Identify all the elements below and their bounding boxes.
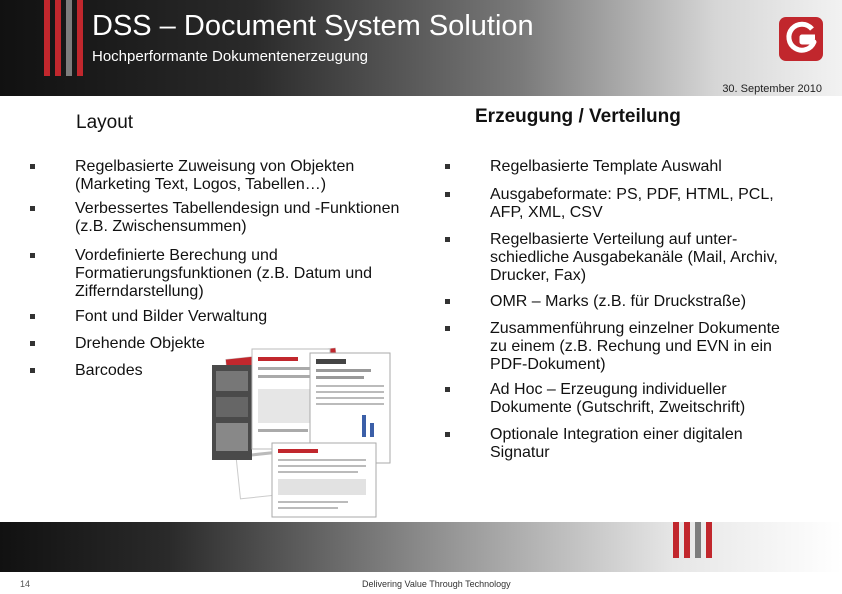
- bullet-icon: [30, 253, 35, 258]
- bullet-icon: [30, 164, 35, 169]
- header-accent-bar: [77, 0, 83, 76]
- list-item: Regelbasierte Zuweisung von Objekten (Marketing Text, Logos, Tabellen…): [30, 158, 410, 200]
- bullet-icon: [30, 368, 35, 373]
- list-item: Verbessertes Tabellendesign und -Funktionen (z.B. Zwischensummen): [30, 200, 410, 247]
- footer-accent-bar: [684, 522, 690, 558]
- bullet-icon: [30, 206, 35, 211]
- list-item: Regelbasierte Verteilung auf unter-schiedliche Ausgabekanäle (Mail, Archiv, Drucker, Fax): [445, 231, 790, 293]
- page-title: DSS – Document System Solution: [92, 10, 534, 42]
- distribution-feature-list: [445, 158, 790, 471]
- footer-accent-bar: [695, 522, 701, 558]
- header-accent-bar: [44, 0, 50, 76]
- bullet-icon: [445, 387, 450, 392]
- company-logo-icon: [779, 17, 823, 61]
- bullet-icon: [445, 237, 450, 242]
- footer-accent-bar: [706, 522, 712, 558]
- list-item: Regelbasierte Template Auswahl: [445, 158, 790, 186]
- date-label: 30. September 2010: [722, 83, 822, 95]
- list-item: Vordefinierte Berechung und Formatierungsfunktionen (z.B. Datum und Zifferndarstellung): [30, 247, 410, 308]
- header-accent-bar: [66, 0, 72, 76]
- bullet-icon: [445, 299, 450, 304]
- header-accent-bar: [55, 0, 61, 76]
- footer-accent-bar: [673, 522, 679, 558]
- bullet-icon: [30, 341, 35, 346]
- list-item: Zusammenführung einzelner Dokumente zu einem (z.B. Rechung und EVN in ein PDF-Dokument): [445, 320, 790, 381]
- list-item: Ad Hoc – Erzeugung individueller Dokumente (Gutschrift, Zweitschrift): [445, 381, 790, 426]
- bullet-icon: [445, 326, 450, 331]
- bullet-icon: [30, 314, 35, 319]
- distribution-heading: Erzeugung / Verteilung: [475, 106, 681, 127]
- list-item: Ausgabeformate: PS, PDF, HTML, PCL, AFP, XML, CSV: [445, 186, 790, 231]
- bullet-icon: [445, 192, 450, 197]
- layout-heading: Layout: [76, 112, 134, 133]
- bullet-icon: [445, 164, 450, 169]
- list-item: Optionale Integration einer digitalen Signatur: [445, 426, 790, 471]
- page-subtitle: Hochperformante Dokumentenerzeugung: [92, 48, 368, 65]
- document-collage-graphic: [212, 345, 412, 525]
- bullet-icon: [445, 432, 450, 437]
- footer-band: [0, 522, 842, 572]
- list-item: Drehende Objekte: [30, 335, 410, 362]
- footer-tagline: Delivering Value Through Technology: [362, 579, 511, 589]
- list-item: Barcodes: [30, 362, 410, 389]
- page-number: 14: [20, 579, 31, 589]
- list-item: Font und Bilder Verwaltung: [30, 308, 410, 335]
- document-samples-image: [212, 345, 412, 525]
- list-item: OMR – Marks (z.B. für Druckstraße): [445, 293, 790, 320]
